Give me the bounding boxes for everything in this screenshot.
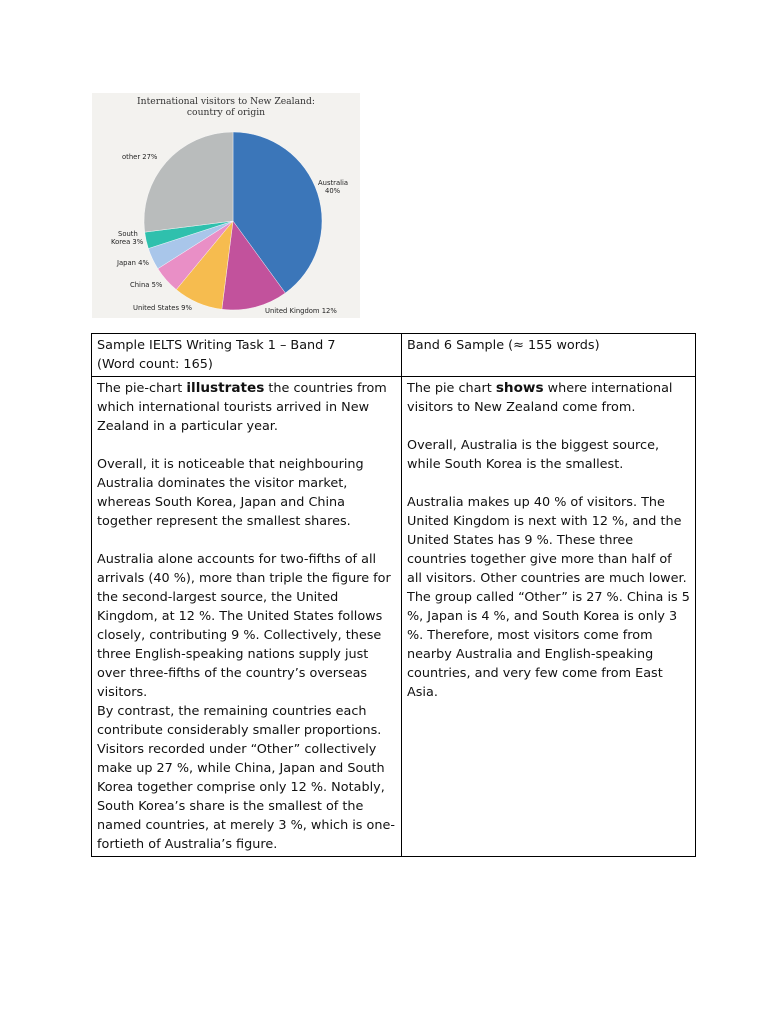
chart-title: International visitors to New Zealand: bbox=[137, 96, 315, 107]
label-south-korea: Korea 3% bbox=[111, 238, 144, 246]
band7-paragraph-2: Overall, it is noticeable that neighbouring Australia dominates the visitor market, whereas South Korea, Japan and China together represent the smallest shares. bbox=[97, 457, 364, 529]
band6-paragraph-3: Australia makes up 40 % of visitors. The United Kingdom is next with 12 %, and the United States has 9 %. These three countries together give more than half of all visitors. Other countries are much lower. The group called “Other” is 27 %. China is 5 %, Japan is 4 %, and South Korea is only 3 %. Therefore, most visitors come from nearby Australia and English-speaking countries, and very few come from East Asia. bbox=[407, 495, 690, 700]
band7-paragraph-3: Australia alone accounts for two-fifths of all arrivals (40 %), more than triple the figure for the second-largest source, the United Kingdom, at 12 %. The United States follows closely, contributing 9 %. Collectively, these three English-speaking nations supply just over three-fifths of the country’s overseas visitors. bbox=[97, 552, 391, 700]
band6-paragraph-1 bbox=[407, 379, 690, 417]
label-other: other 27% bbox=[122, 153, 158, 161]
band7-paragraph-4: By contrast, the remaining countries each contribute considerably smaller proportions. Visitors recorded under “Other” collectively make up 27 %, while China, Japan and South Korea together comprise only 12 %. Notably, South Korea’s share is the smallest of the named countries, at merely 3 %, which is one-fortieth of Australia’s figure. bbox=[97, 704, 395, 852]
label-united-kingdom: United Kingdom 12% bbox=[265, 307, 337, 315]
label-australia-name: Australia bbox=[318, 179, 349, 187]
band7-essay-cell bbox=[92, 377, 402, 857]
band7-key-verb: illustrates bbox=[186, 380, 265, 396]
essay-comparison-table bbox=[91, 333, 696, 857]
pie-chart-figure bbox=[92, 93, 360, 318]
table-body-row bbox=[92, 377, 696, 857]
pie-slice-other bbox=[144, 132, 233, 232]
label-united-states: United States 9% bbox=[133, 304, 192, 312]
chart-subtitle: country of origin bbox=[186, 107, 266, 118]
band7-word-count: (Word count: 165) bbox=[97, 357, 213, 372]
band6-p1-text-end: where international visitors to New Zealand come from. bbox=[407, 381, 673, 415]
band7-paragraph-1 bbox=[97, 379, 396, 436]
band6-paragraph-2: Overall, Australia is the biggest source, while South Korea is the smallest. bbox=[407, 438, 660, 472]
label-japan: Japan 4% bbox=[117, 259, 149, 267]
band7-p1-text-end: the countries from which international tourists arrived in New Zealand in a particular year. bbox=[97, 381, 387, 434]
band6-p1-text: The pie chart bbox=[407, 381, 496, 396]
table-header-row bbox=[92, 334, 696, 377]
label-australia-value: 40% bbox=[325, 187, 341, 195]
band6-header-title: Band 6 Sample (≈ 155 words) bbox=[407, 338, 600, 353]
band7-p1-text: The pie-chart bbox=[97, 381, 187, 396]
label-south: South bbox=[118, 230, 138, 238]
band6-header-cell bbox=[402, 334, 696, 377]
band6-key-verb: shows bbox=[495, 380, 544, 396]
band7-header-cell bbox=[92, 334, 402, 377]
label-china: China 5% bbox=[130, 281, 163, 289]
band7-header-title: Sample IELTS Writing Task 1 – Band 7 bbox=[97, 338, 336, 353]
band6-essay-cell bbox=[402, 377, 696, 857]
